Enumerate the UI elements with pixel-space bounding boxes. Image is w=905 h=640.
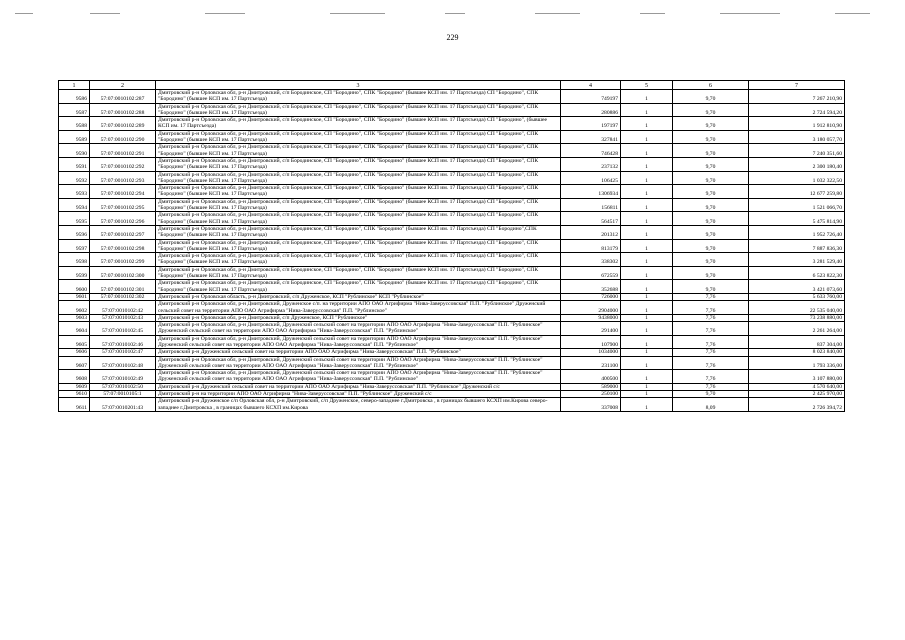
cadastral-number: 57:07:0010105:1: [90, 391, 156, 398]
cadastral-value: 837 304,00: [749, 335, 845, 349]
table-row: [59, 293, 845, 300]
cadastral-value: 12 677 259,80: [749, 185, 845, 199]
table-row: [59, 198, 845, 212]
share-value: 1: [621, 239, 673, 253]
area-value: 813179: [561, 239, 621, 253]
location-description: Дмитровский р-н Орловская обл, р-н Дмитровский, с/п Бородинское, СП "Бородино", СПК "Бородино" (бывшее КСП им. 17 Партсъезда) СП "Бородино", СПК "Бородино" (бывшее КСП им. 17 Партсъезда): [156, 253, 561, 267]
scan-artifact-strip: [0, 13, 905, 19]
location-description: Дмитровский р-н Орловская обл, р-н Дмитровский, Друженское с/п. на территории АПО ОАО Агрифирма "Нива-Заверуссовская" П.П. "Рублинское" Друженский сельский совет на территории АПО ОАО Агрифирма "Нива-Заверуссовская" П.П. "Рублинское": [156, 301, 561, 315]
table-row: [59, 383, 845, 390]
cadastral-number: 57:07:0010102:294: [90, 185, 156, 199]
location-description: Дмитровский р-н Орловская обл, р-н Дмитровский, Друженский сельский совет на территории АПО ОАО Агрифирма "Нива-Заверуссовская" П.П. "Рублинское" Друженский сельский совет на территории АПО ОАО Агрифирма "Нива-Заверуссовская" П.П. "Рублинское": [156, 322, 561, 336]
area-value: 291400: [561, 322, 621, 336]
cadastral-value: 2 300 180,40: [749, 157, 845, 171]
share-value: 1: [621, 301, 673, 315]
location-description: Дмитровский р-н Друженское с/п Орловская обл, р-н Дмитровский, с/п Друженское, северо-западнее г.Дмитровска , в границах бывшего КСХП им.Кирова северо-западнее г.Дмитровска , в границах бывшего КСХП им.Кирова: [156, 398, 561, 412]
location-description: Дмитровский р-н Орловская обл, р-н Дмитровский, Друженский сельский совет на территории АПО ОАО Агрифирма "Нива-Заверуссовская" П.П. "Рублинское" Друженский сельский совет на территории АПО ОАО Агрифирма "Нива-Заверуссовская" П.П. "Рублинское": [156, 356, 561, 370]
row-number: 9608: [59, 370, 90, 384]
area-value: 237132: [561, 157, 621, 171]
share-value: 1: [621, 349, 673, 356]
cadastral-number: 57:07:0010102:291: [90, 144, 156, 158]
price-value: 7,76: [673, 293, 749, 300]
cadastral-number: 57:07:0010102:290: [90, 130, 156, 144]
share-value: 1: [621, 370, 673, 384]
price-value: 9,70: [673, 239, 749, 253]
cadastral-number: 57:07:0010102:293: [90, 171, 156, 185]
table-row: [59, 130, 845, 144]
cadastral-number: 57:07:0010102:297: [90, 225, 156, 239]
row-number: 9589: [59, 130, 90, 144]
location-description: Дмитровский р-н Орловская обл, р-н Дмитровский, с/п Бородинское, СП "Бородино", СПК "Бородино" (бывшее КСП им. 17 Партсъезда) СП "Бородино", СПК "Бородино" (бывшее КСП им. 17 Партсъезда): [156, 171, 561, 185]
table-row: [59, 157, 845, 171]
table-row: [59, 266, 845, 280]
area-value: 726000: [561, 293, 621, 300]
location-description: Дмитровский р-н Друженский сельский совет на территории АПО ОАО Агрифирма "Нива-Заверуссовская" П.П. "Рублинское" Друженский с/с: [156, 383, 561, 390]
share-value: 1: [621, 391, 673, 398]
price-value: 9,70: [673, 391, 749, 398]
price-value: 9,70: [673, 144, 749, 158]
area-value: 107900: [561, 335, 621, 349]
table-row: [59, 335, 845, 349]
area-value: 280886: [561, 103, 621, 117]
share-value: 1: [621, 383, 673, 390]
cadastral-value: 5 633 760,00: [749, 293, 845, 300]
price-value: 9,70: [673, 171, 749, 185]
price-value: 7,76: [673, 314, 749, 321]
price-value: 9,70: [673, 212, 749, 226]
price-value: 7,76: [673, 322, 749, 336]
table-row: [59, 356, 845, 370]
cadastral-number: 57:07:0010102:49: [90, 370, 156, 384]
column-header: 4: [561, 81, 621, 90]
share-value: 1: [621, 335, 673, 349]
cadastral-value: 5 475 814,90: [749, 212, 845, 226]
table-row: [59, 185, 845, 199]
location-description: Дмитровский р-н Друженский сельский совет на территории АПО ОАО Агрифирма "Нива-Заверуссовская" П.П. "Рублинское": [156, 349, 561, 356]
cadastral-number: 57:07:0010102:50: [90, 383, 156, 390]
location-description: Дмитровский р-н Орловская обл, р-н Дмитровский, с/п Бородинское, СП "Бородино", СПК "Бородино" (бывшее КСП им. 17 Партсъезда) СП "Бородино", СПК "Бородино" (бывшее КСП им. 17 Партсъезда): [156, 239, 561, 253]
area-value: 564517: [561, 212, 621, 226]
column-header: 6: [673, 81, 749, 90]
area-value: 9438000: [561, 314, 621, 321]
cadastral-number: 57:07:0010102:45: [90, 322, 156, 336]
location-description: Дмитровский р-н Орловская обл, р-н Дмитровский, с/п Бородинское, СП "Бородино", СПК "Бородино" (бывшее КСП им. 17 Партсъезда) СП "Бородино", СПК "Бородино" (бывшее КСП им. 17 Партсъезда): [156, 90, 561, 104]
share-value: 1: [621, 356, 673, 370]
row-number: 9593: [59, 185, 90, 199]
location-description: Дмитровский р-н Орловская обл, р-н Дмитровский, с/п Бородинское, СП "Бородино", СПК "Бородино" (бывшее КСП им. 17 Партсъезда) СП "Бородино", СПК "Бородино" (бывшее КСП им. 17 Партсъезда): [156, 157, 561, 171]
area-value: 672559: [561, 266, 621, 280]
cadastral-value: 7 240 351,60: [749, 144, 845, 158]
share-value: 1: [621, 398, 673, 412]
row-number: 9603: [59, 314, 90, 321]
row-number: 9594: [59, 198, 90, 212]
cadastral-value: 22 535 040,00: [749, 301, 845, 315]
area-value: 2904000: [561, 301, 621, 315]
cadastral-value: 73 238 880,00: [749, 314, 845, 321]
table-row: [59, 391, 845, 398]
cadastral-value: 1 952 726,40: [749, 225, 845, 239]
row-number: 9587: [59, 103, 90, 117]
table-row: [59, 314, 845, 321]
location-description: Дмитровский р-н Орловская обл, р-н Дмитровский, с/п Бородинское, СП "Бородино", СПК "Бородино" (бывшее КСП им. 17 Партсъезда) СП "Бородино", СПК "Бородино" (бывшее КСП им. 17 Партсъезда): [156, 144, 561, 158]
cadastral-number: 57:07:0010102:302: [90, 293, 156, 300]
table-row: [59, 212, 845, 226]
location-description: Дмитровский р-н Орловская обл, р-н Дмитровский, с/п Друженское, КСП "Рублинское": [156, 314, 561, 321]
location-description: Дмитровский р-н Орловская область, р-н Дмитровский, с/п Друженское, КСП "Рублинское" КСП "Рублинское": [156, 293, 561, 300]
share-value: 1: [621, 198, 673, 212]
area-value: 589000: [561, 383, 621, 390]
row-number: 9598: [59, 253, 90, 267]
location-description: Дмитровский р-н Орловская обл, р-н Дмитровский, с/п Бородинское, СП "Бородино", СПК "Бородино" (бывшее КСП им. 17 Партсъезда) СП "Бородино", (бывшее КСП им. 17 Партсъезда): [156, 117, 561, 131]
area-value: 1034000: [561, 349, 621, 356]
share-value: 1: [621, 314, 673, 321]
cadastral-value: 7 267 210,90: [749, 90, 845, 104]
cadastral-value: 6 523 822,30: [749, 266, 845, 280]
cadastral-value: 7 887 836,30: [749, 239, 845, 253]
cadastral-value: 3 180 057,70: [749, 130, 845, 144]
table-header-row: [59, 81, 845, 90]
price-value: 7,76: [673, 370, 749, 384]
cadastral-value: 1 793 336,00: [749, 356, 845, 370]
area-value: 400500: [561, 370, 621, 384]
location-description: Дмитровский р-н Орловская обл, р-н Дмитровский, Друженский сельский совет на территории АПО ОАО Агрифирма "Нива-Заверуссовская" П.П. "Рублинское" Друженский сельский совет на территории АПО ОАО Агрифирма "Нива-Заверуссовская" П.П. "Рублинское": [156, 370, 561, 384]
area-value: 746428: [561, 144, 621, 158]
price-value: 8,09: [673, 398, 749, 412]
share-value: 1: [621, 225, 673, 239]
row-number: 9610: [59, 391, 90, 398]
table-row: [59, 239, 845, 253]
row-number: 9591: [59, 157, 90, 171]
share-value: 1: [621, 266, 673, 280]
cadastral-number: 57:07:0010102:292: [90, 157, 156, 171]
price-value: 9,70: [673, 225, 749, 239]
price-value: 9,70: [673, 253, 749, 267]
area-value: 337008: [561, 398, 621, 412]
location-description: Дмитровский р-н Орловская обл, р-н Дмитровский, с/п Бородинское, СП "Бородино", СПК "Бородино" (бывшее КСП им. 17 Партсъезда) СП "Бородино", СПК "Бородино" (бывшее КСП им. 17 Партсъезда): [156, 103, 561, 117]
cadastral-value: 3 107 880,00: [749, 370, 845, 384]
row-number: 9588: [59, 117, 90, 131]
column-header: 5: [621, 81, 673, 90]
share-value: 1: [621, 280, 673, 294]
location-description: Дмитровский р-н Орловская обл, р-н Дмитровский, с/п Бородинское, СП "Бородино", СПК "Бородино" (бывшее КСП им. 17 Партсъезда) СП "Бородино",СПК "Бородино" (бывшее КСП им. 17 Партсъезда): [156, 225, 561, 239]
row-number: 9590: [59, 144, 90, 158]
share-value: 1: [621, 157, 673, 171]
share-value: 1: [621, 185, 673, 199]
location-description: Дмитровский р-н Орловская обл, р-н Дмитровский, с/п Бородинское, СП "Бородино", СПК "Бородино" (бывшее КСП им. 17 Партсъезда) СП "Бородино", СПК "Бородино" (бывшее КСП им. 17 Партсъезда): [156, 280, 561, 294]
share-value: 1: [621, 171, 673, 185]
area-value: 156811: [561, 198, 621, 212]
cadastral-value: 2 726 394,72: [749, 398, 845, 412]
table-row: [59, 90, 845, 104]
column-header: 3: [156, 81, 561, 90]
cadastral-value: 3 421 073,60: [749, 280, 845, 294]
land-registry-table: [58, 80, 845, 412]
price-value: 9,70: [673, 280, 749, 294]
cadastral-number: 57:07:0010102:46: [90, 335, 156, 349]
cadastral-number: 57:07:0010102:288: [90, 103, 156, 117]
location-description: Дмитровский р-н Орловская обл, р-н Дмитровский, с/п Бородинское, СП "Бородино", СПК "Бородино" (бывшее КСП им. 17 Партсъезда) СП "Бородино", СПК "Бородино" (бывшее КСП им. 17 Партсъезда): [156, 212, 561, 226]
row-number: 9601: [59, 293, 90, 300]
cadastral-number: 57:07:0010102:47: [90, 349, 156, 356]
share-value: 1: [621, 293, 673, 300]
location-description: Дмитровский р-н Орловская обл, р-н Дмитровский, с/п Бородинское, СП "Бородино", СПК "Бородино" (бывшее КСП им. 17 Партсъезда) СП "Бородино", СПК "Бородино" (бывшее КСП им. 17 Партсъезда): [156, 130, 561, 144]
share-value: 1: [621, 90, 673, 104]
price-value: 9,70: [673, 90, 749, 104]
cadastral-number: 57:07:0010102:300: [90, 266, 156, 280]
cadastral-value: 1 032 322,50: [749, 171, 845, 185]
row-number: 9586: [59, 90, 90, 104]
table-row: [59, 171, 845, 185]
share-value: 1: [621, 117, 673, 131]
table-row: [59, 117, 845, 131]
location-description: Дмитровский р-н Орловская обл, р-н Дмитровский, с/п Бородинское, СП "Бородино", СПК "Бородино" (бывшее КСП им. 17 Партсъезда) СП "Бородино", СПК "Бородино" (бывшее КСП им. 17 Партсъезда): [156, 198, 561, 212]
location-description: Дмитровский р-н Орловская обл, р-н Дмитровский, с/п Бородинское, СП "Бородино", СПК "Бородино" (бывшее КСП им. 17 Партсъезда) СП "Бородино", СПК "Бородино" (бывшее КСП им. 17 Партсъезда): [156, 266, 561, 280]
price-value: 7,76: [673, 301, 749, 315]
cadastral-value: 1 912 810,90: [749, 117, 845, 131]
share-value: 1: [621, 103, 673, 117]
cadastral-number: 57:07:0010201:43: [90, 398, 156, 412]
table-row: [59, 103, 845, 117]
cadastral-number: 57:07:0010102:289: [90, 117, 156, 131]
table-row: [59, 253, 845, 267]
table-row: [59, 322, 845, 336]
price-value: 7,76: [673, 335, 749, 349]
cadastral-number: 57:07:0010102:299: [90, 253, 156, 267]
area-value: 338302: [561, 253, 621, 267]
share-value: 1: [621, 144, 673, 158]
area-value: 106425: [561, 171, 621, 185]
page-number: 229: [446, 33, 459, 42]
row-number: 9592: [59, 171, 90, 185]
table-row: [59, 398, 845, 412]
share-value: 1: [621, 212, 673, 226]
price-value: 9,70: [673, 266, 749, 280]
table-row: [59, 144, 845, 158]
row-number: 9609: [59, 383, 90, 390]
row-number: 9597: [59, 239, 90, 253]
row-number: 9602: [59, 301, 90, 315]
area-value: 749197: [561, 90, 621, 104]
table-row: [59, 370, 845, 384]
cadastral-number: 57:07:0010102:287: [90, 90, 156, 104]
price-value: 9,70: [673, 198, 749, 212]
table-row: [59, 280, 845, 294]
cadastral-value: 1 521 066,70: [749, 198, 845, 212]
row-number: 9604: [59, 322, 90, 336]
cadastral-value: 2 724 594,20: [749, 103, 845, 117]
cadastral-value: 2 425 970,00: [749, 391, 845, 398]
row-number: 9599: [59, 266, 90, 280]
row-number: 9606: [59, 349, 90, 356]
price-value: 9,70: [673, 130, 749, 144]
share-value: 1: [621, 322, 673, 336]
price-value: 9,70: [673, 103, 749, 117]
cadastral-number: 57:07:0010102:42: [90, 301, 156, 315]
location-description: Дмитровский р-н Орловская обл, р-н Дмитровский, с/п Бородинское, СП "Бородино", СПК "Бородино" (бывшее КСП им. 17 Партсъезда) СП "Бородино", СПК "Бородино" (бывшее КСП им. 17 Партсъезда): [156, 185, 561, 199]
location-description: Дмитровский р-н на территории АПО ОАО Агрифирма "Нива-Заверуссовская" П.П. "Рублинское" Друженский с/с: [156, 391, 561, 398]
row-number: 9605: [59, 335, 90, 349]
row-number: 9611: [59, 398, 90, 412]
row-number: 9600: [59, 280, 90, 294]
row-number: 9596: [59, 225, 90, 239]
row-number: 9595: [59, 212, 90, 226]
table-row: [59, 349, 845, 356]
area-value: 1306934: [561, 185, 621, 199]
cadastral-number: 57:07:0010102:296: [90, 212, 156, 226]
area-value: 352688: [561, 280, 621, 294]
row-number: 9607: [59, 356, 90, 370]
price-value: 9,70: [673, 157, 749, 171]
cadastral-value: 3 281 529,40: [749, 253, 845, 267]
table-row: [59, 225, 845, 239]
cadastral-number: 57:07:0010102:298: [90, 239, 156, 253]
column-header: 1: [59, 81, 90, 90]
cadastral-number: 57:07:0010102:301: [90, 280, 156, 294]
price-value: 7,76: [673, 349, 749, 356]
area-value: 201312: [561, 225, 621, 239]
area-value: 197197: [561, 117, 621, 131]
share-value: 1: [621, 253, 673, 267]
price-value: 9,70: [673, 117, 749, 131]
price-value: 7,76: [673, 356, 749, 370]
price-value: 7,76: [673, 383, 749, 390]
table-row: [59, 301, 845, 315]
area-value: 231100: [561, 356, 621, 370]
price-value: 9,70: [673, 185, 749, 199]
area-value: 250100: [561, 391, 621, 398]
cadastral-value: 8 023 840,00: [749, 349, 845, 356]
cadastral-number: 57:07:0010102:43: [90, 314, 156, 321]
cadastral-value: 2 261 264,00: [749, 322, 845, 336]
cadastral-number: 57:07:0010102:48: [90, 356, 156, 370]
cadastral-value: 4 570 640,00: [749, 383, 845, 390]
column-header: 7: [749, 81, 845, 90]
location-description: Дмитровский р-н Орловская обл, р-н Дмитровский, Друженский сельский совет на территории АПО ОАО Агрифирма "Нива-Заверуссовская" П.П. "Рублинское" Друженский сельский совет на территории АПО ОАО Агрифирма "Нива-Заверуссовская" П.П. "Рублинское": [156, 335, 561, 349]
area-value: 327841: [561, 130, 621, 144]
share-value: 1: [621, 130, 673, 144]
cadastral-number: 57:07:0010102:295: [90, 198, 156, 212]
column-header: 2: [90, 81, 156, 90]
